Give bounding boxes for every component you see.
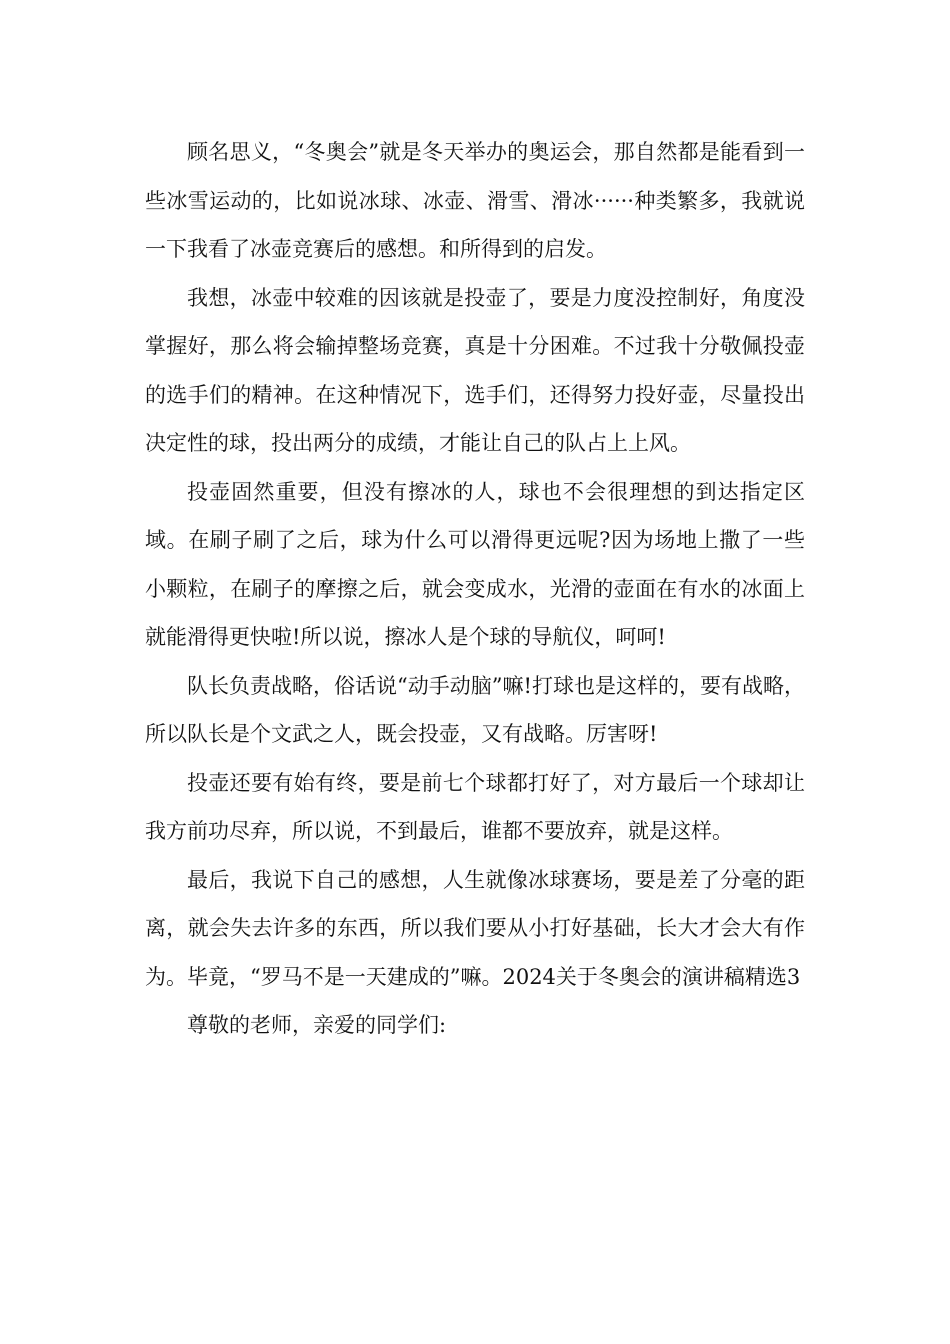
paragraph-5: 投壶还要有始有终，要是前七个球都打好了，对方最后一个球却让我方前功尽弃，所以说，不到最后，谁都不要放弃，就是这样。 — [145, 770, 805, 843]
paragraph-3: 投壶固然重要，但没有擦冰的人，球也不会很理想的到达指定区域。在刷子刷了之后，球为什么可以滑得更远呢?因为场地上撒了一些小颗粒，在刷子的摩擦之后，就会变成水，光滑的壶面在有水的冰面上就能滑得更快啦!所以说，擦冰人是个球的导航仪，呵呵! — [145, 479, 805, 649]
paragraph-4: 队长负责战略，俗话说“动手动脑”嘛!打球也是这样的，要有战略，所以队长是个文武之人，既会投壶，又有战略。厉害呀! — [145, 673, 805, 746]
paragraph-1: 顾名思义，“冬奥会”就是冬天举办的奥运会，那自然都是能看到一些冰雪运动的，比如说冰球、冰壶、滑雪、滑冰······种类繁多，我就说一下我看了冰壶竞赛后的感想。和所得到的启发。 — [145, 140, 805, 261]
document-body — [145, 128, 805, 1050]
paragraph-7: 尊敬的老师，亲爱的同学们: — [187, 1013, 447, 1037]
paragraph-6: 最后，我说下自己的感想，人生就像冰球赛场，要是差了分毫的距离，就会失去许多的东西，所以我们要从小打好基础，长大才会大有作为。毕竟，“罗马不是一天建成的”嘛。2024关于冬奥会的演讲稿精选3 — [145, 867, 805, 989]
paragraph-2: 我想，冰壶中较难的因该就是投壶了，要是力度没控制好，角度没掌握好，那么将会输掉整场竞赛，真是十分困难。不过我十分敬佩投壶的选手们的精神。在这种情况下，选手们，还得努力投好壶，尽量投出决定性的球，投出两分的成绩，才能让自己的队占上上风。 — [145, 285, 805, 455]
